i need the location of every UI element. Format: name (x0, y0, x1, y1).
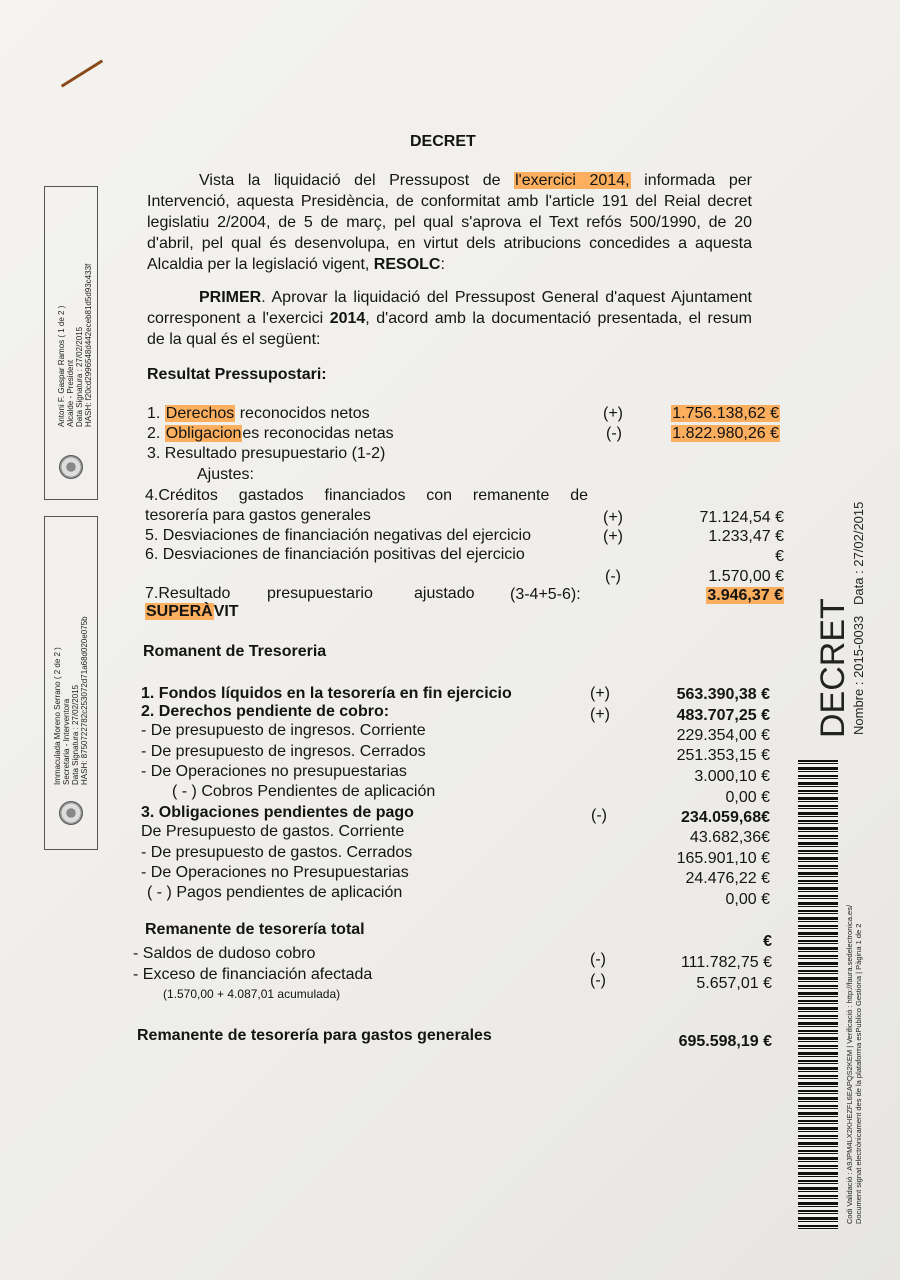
line-6-label: 6. Desviaciones de financiación positivas del ejercicio (145, 546, 525, 563)
resultat-heading: Resultat Pressupostari: (147, 366, 327, 383)
line-7-label-a: 7.Resultado (145, 585, 231, 602)
saldos-dudoso-label: - Saldos de dudoso cobro (133, 945, 316, 962)
exceso-financiacion-value: 5.657,01 € (696, 975, 772, 992)
fondos-value: 563.390,38 € (676, 686, 770, 703)
remanente-gastos-generales-label: Remanente de tesorería para gastos generales (137, 1027, 492, 1044)
ingresos-cerrados-value: 251.353,15 € (676, 747, 770, 764)
stamp-signed: Document signat electrònicament des de la plataforma esPublico Gestiona | Pàgina 1 de 2 (854, 923, 863, 1224)
signature-2-role: Secretaria - Interventora (62, 698, 71, 785)
remanente-total-euro: € (763, 933, 772, 950)
obligaciones-pendientes-sign: (-) (591, 807, 607, 824)
line-7-value (706, 586, 784, 606)
line-6-euro: € (775, 548, 784, 565)
obligaciones-pendientes-label: 3. Obligaciones pendientes de pago (141, 804, 414, 821)
cobros-pendientes-value: 0,00 € (725, 789, 770, 806)
exceso-financiacion-note: (1.570,00 + 4.087,01 acumulada) (163, 987, 341, 1001)
line-3-label: 3. Resultado presupuestario (1-2) (147, 445, 386, 462)
gastos-cerrados-label: - De presupuesto de gastos. Cerrados (141, 844, 413, 861)
intro-text-a: Vista la liquidació del Pressupost de (199, 172, 515, 189)
ingresos-corriente-value: 229.354,00 € (676, 727, 770, 744)
primer-text-a: . Aprovar la liquidació del Pressupost General d'aquest Ajuntament corresponent a l'exercici (147, 289, 752, 327)
line-1-number: 1. (147, 405, 165, 422)
operaciones-no-presupuestarias-label: - De Operaciones no Presupuestarias (141, 864, 409, 881)
line-1-value (671, 404, 780, 424)
line-6-value: 1.570,00 € (708, 568, 784, 585)
intro-paragraph (147, 170, 752, 275)
intro-text-b: informada per Intervenció, aquesta Presidència, de conformitat amb l'article 191 del Reial decret legislatiu 2/2004, de 5 de març, pel qual s'aprova el Text refós 500/1990, de 20 d'abril, pel qual és desenvolupa, en virtut dels atribucions concedides a aquesta Alcaldia per la legislació vigent, (147, 172, 753, 273)
gastos-cerrados-value: 165.901,10 € (676, 850, 770, 867)
signature-1-date: Data Signatura : 27/02/2015 (75, 326, 84, 427)
obligaciones-pendientes-value: 234.059,68€ (681, 809, 770, 826)
romanent-heading: Romanent de Tresoreria (143, 643, 327, 660)
line-1-sign: (+) (603, 405, 623, 422)
intro-end: : (440, 256, 445, 273)
signature-1-role: Alcalde - President (66, 359, 75, 427)
stamp-data: Data : 27/02/2015 (851, 501, 866, 605)
saldos-dudoso-sign: (-) (590, 951, 606, 968)
remanente-gastos-generales-value: 695.598,19 € (678, 1033, 772, 1050)
exceso-financiacion-label: - Exceso de financiación afectada (133, 966, 373, 983)
highlight-exercise: l'exercici 2014, (515, 172, 630, 189)
stamp-codi: Codi Validació : A9JPM4LX2KHEZFL6EAPQS2KEM | Verificació : http://faura.sedelectronica.es/ (845, 904, 854, 1224)
signature-2-name: Immaculada Moreno Serrano ( 2 de 2 ) (53, 647, 62, 785)
line-7-label-c: ajustado (414, 585, 475, 602)
signature-1-hash: HASH: f20cd2996548d442eceb81d5d93c433f (84, 263, 93, 427)
line-4-value: 71.124,54 € (699, 509, 784, 526)
line-2-rest: es reconocidas netas (242, 425, 394, 442)
derechos-pendiente-label: 2. Derechos pendiente de cobro: (141, 703, 390, 720)
document-title: DECRET (410, 133, 476, 150)
exceso-financiacion-sign: (-) (590, 972, 606, 989)
line-4-sign: (+) (603, 509, 623, 526)
highlight-obligaciones: Obligacion (165, 425, 242, 442)
line-2-sign: (-) (606, 425, 622, 442)
fondos-sign: (+) (590, 685, 610, 702)
primer-year: 2014 (329, 310, 366, 327)
line-5-value: 1.233,47 € (708, 528, 784, 545)
line-5-label: 5. Desviaciones de financiación negativas del ejercicio (145, 527, 531, 544)
line-4-label-a: 4.Créditos gastados financiados con remanente de (145, 487, 588, 504)
highlight-superavit: SUPERÀ (146, 603, 213, 620)
signature-1-name: Antoni F. Gaspar Ramos ( 1 de 2 ) (57, 305, 66, 427)
line-5-sign: (+) (603, 528, 623, 545)
line-7-label-b: presupuestario (267, 585, 373, 602)
line-2-label (147, 424, 394, 444)
highlight-line-1-value: 1.756.138,62 € (672, 405, 779, 422)
superavit-label (145, 602, 239, 622)
primer-paragraph (147, 287, 752, 350)
ingresos-corriente-label: - De presupuesto de ingresos. Corriente (141, 722, 426, 739)
pagos-pendientes-label: ( - ) Pagos pendientes de aplicación (147, 884, 403, 901)
line-4-label-b: tesorería para gastos generales (145, 507, 371, 524)
signature-2-date: Data Signatura : 27/02/2015 (71, 684, 80, 785)
primer-keyword: PRIMER (199, 289, 262, 306)
ingresos-cerrados-label: - De presupuesto de ingresos. Cerrados (141, 743, 426, 760)
fondos-label: 1. Fondos líquidos en la tesorería en fin ejercicio (141, 685, 512, 702)
pen-mark (61, 60, 103, 88)
highlight-derechos: Derechos (165, 405, 235, 422)
superavit-rest: VIT (213, 603, 239, 620)
stamp-nombre: Nombre : 2015-0033 (851, 615, 866, 735)
seal-icon (59, 801, 83, 825)
barcode (798, 760, 838, 1230)
line-2-value (671, 424, 780, 444)
line-6-sign: (-) (605, 568, 621, 585)
signature-box-1 (44, 186, 98, 500)
highlight-line-2-value: 1.822.980,26 € (672, 425, 779, 442)
saldos-dudoso-value: 111.782,75 € (680, 954, 772, 971)
line-2-number: 2. (147, 425, 165, 442)
line-1-label (147, 404, 370, 424)
derechos-pendiente-sign: (+) (590, 706, 610, 723)
line-7-label-d: (3-4+5-6): (510, 586, 581, 603)
seal-icon (59, 455, 83, 479)
line-1-rest: reconocidos netos (235, 405, 370, 422)
operaciones-no-presupuestarias-value: 24.476,22 € (685, 870, 770, 887)
signature-2-hash: HASH: 8750722782c253072d71a68d020e075b (80, 616, 89, 785)
operaciones-no-presup-label: - De Operaciones no presupuestarias (141, 763, 407, 780)
signature-box-2 (44, 516, 98, 850)
highlight-line-7-value: 3.946,37 € (707, 587, 783, 604)
primer-text-b: , d'acord amb la documentació presentada, el resum de la qual és el següent: (147, 310, 752, 348)
remanente-total-heading: Remanente de tesorería total (145, 921, 365, 938)
resolc-keyword: RESOLC (373, 256, 441, 273)
ajustes-label: Ajustes: (197, 466, 254, 483)
pagos-pendientes-value: 0,00 € (725, 891, 770, 908)
stamp-decret: DECRET (814, 598, 852, 738)
gastos-corriente-label: De Presupuesto de gastos. Corriente (141, 823, 405, 840)
operaciones-no-presup-value: 3.000,10 € (694, 768, 770, 785)
gastos-corriente-value: 43.682,36€ (689, 829, 770, 846)
cobros-pendientes-label: ( - ) Cobros Pendientes de aplicación (172, 783, 436, 800)
derechos-pendiente-value: 483.707,25 € (676, 707, 770, 724)
